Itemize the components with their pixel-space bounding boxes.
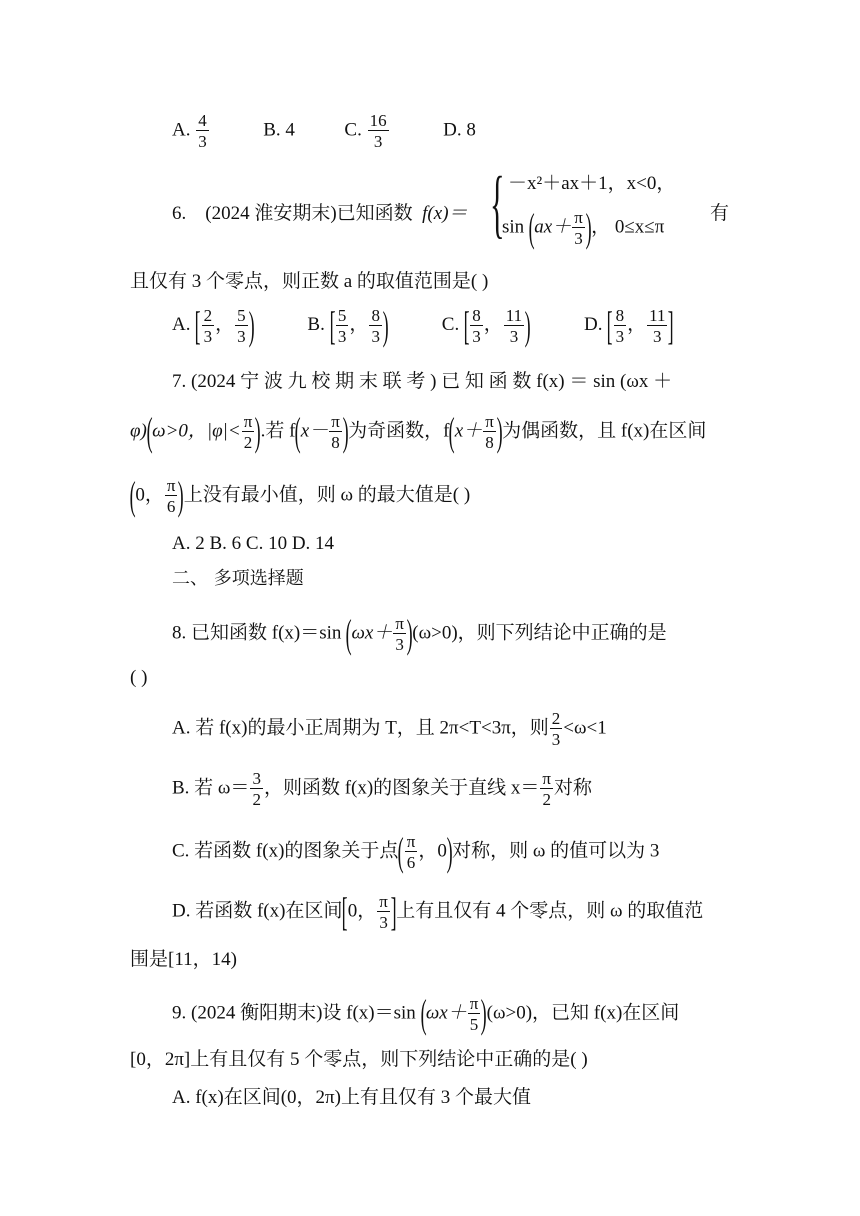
q7-options: A. 2 B. 6 C. 10 D. 14 [172, 533, 335, 554]
q8-line-1: 8. 已知函数 f(x)＝sin (ωx＋ $\frac{\pi}{3}$ )(ω>0)，则下列结论中正确的是 [172, 611, 667, 656]
q6-line-2: 且仅有 3 个零点，则正数 a 的取值范围是( ) [130, 271, 489, 292]
section-2-heading: 二、 多项选择题 [172, 568, 304, 589]
q5-option-a-label: A. [172, 119, 191, 141]
q8-option-b: B. 若 ω＝ $\frac{3}{2}$ ，则函数 f(x)的图象关于直线 x＝ $\frac{\pi}{2}$ 对称 [172, 769, 593, 809]
q6-source: (2024 淮安期末)已知函数 [205, 203, 413, 224]
q8-option-a: A. 若 f(x)的最小正周期为 T，且 2π<T<3π，则 $\frac{2}{3}$ <ω<1 [172, 709, 607, 749]
q8-option-d-cont: 围是[11，14) [130, 949, 237, 970]
q5-option-a-fraction: $\frac{4}{3}$ [198, 111, 207, 151]
q6-case-2: sin (ax＋ $\frac{\pi}{3}$ )， 0≤x≤π [502, 205, 665, 250]
q7-line-1: 7. (2024 宁 波 九 校 期 末 联 考 ) 已 知 函 数 f(x) ＝ sin (ωx ＋ [172, 371, 673, 392]
q9-line-1: 9. (2024 衡阳期末)设 f(x)＝sin (ωx＋ $\frac{\pi}{5}$ )(ω>0)，已知 f(x)在区间 [172, 991, 680, 1036]
q6-option-c: C. [ $\frac{8}{3}$ ， $\frac{11}{3}$ ) [441, 303, 531, 348]
q6-piecewise-brace: { [490, 162, 505, 246]
q8-option-c: C. 若函数 f(x)的图象关于点( $\frac{\pi}{6}$ ，0)对称，则 ω 的值可以为 3 [172, 829, 660, 874]
q6-stem [172, 204, 468, 223]
q5-option-d: D. 8 [443, 119, 476, 141]
q9-line-2: [0，2π]上有且仅有 5 个零点，则下列结论中正确的是( ) [130, 1049, 588, 1070]
q8-option-d: D. 若函数 f(x)在区间[0， $\frac{\pi}{3}$ ]上有且仅有 4 个零点，则 ω 的取值范 [172, 889, 704, 934]
q5-options [172, 112, 476, 150]
q6-tail: 有 [710, 203, 730, 224]
q7-line-3: (0， $\frac{\pi}{6}$ )上没有最小值，则 ω 的最大值是( ) [129, 473, 471, 518]
q6-option-a: A. [ $\frac{2}{3}$ ， $\frac{5}{3}$ ) [172, 303, 255, 348]
q5-option-c-fraction: $\frac{16}{3}$ [369, 111, 387, 151]
q6-option-b: B. [ $\frac{5}{3}$ ， $\frac{8}{3}$ ) [307, 303, 389, 348]
q6-option-d: D. [ $\frac{8}{3}$ ， $\frac{11}{3}$ ] [584, 303, 675, 348]
q6-function: f(x)＝ [422, 203, 468, 224]
q5-option-b: B. 4 [263, 119, 295, 141]
q6-options [172, 303, 675, 348]
q5-option-c-label: C. [344, 119, 362, 141]
q9-option-a: A. f(x)在区间(0，2π)上有且仅有 3 个最大值 [172, 1087, 531, 1108]
q7-line-2: φ)(ω>0，|φ|< $\frac{\pi}{2}$ ).若 f(x－ $\frac{\pi}{8}$ )为奇函数，f(x＋ $\frac{\pi}{8}$ )为偶函数，且 f(x)在区间 [130, 409, 707, 454]
q8-line-2: ( ) [130, 667, 148, 688]
q6-number: 6. [172, 203, 187, 224]
q6-case-1: －x²＋ax＋1，x<0， [508, 173, 676, 194]
